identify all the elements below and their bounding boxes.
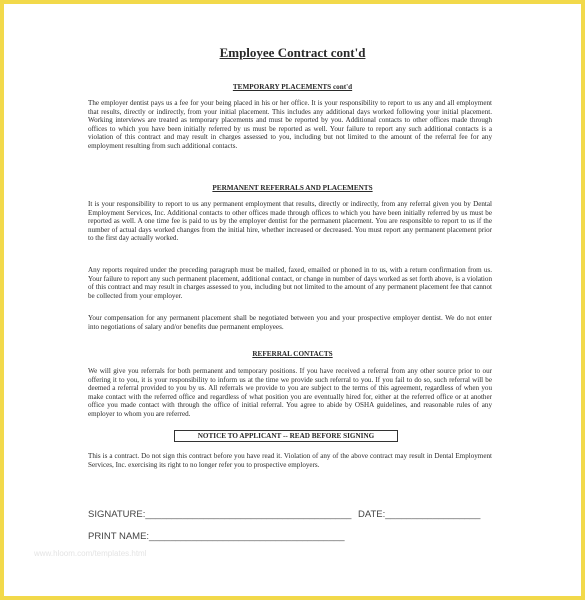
paragraph-temporary: The employer dentist pays us a fee for your being placed in his or her office. It is your responsibility to report to us any and all employment that results, directly or indirectly, from your initial placement. This includes any additional days worked following your initial placement. Working interviews are treated as temporary placements and must be reported by you. Additional contacts to other offices made through offices to which you have been initially referred by us must be reported as well. Your failure to report any such additional contacts is a violation of this contract and may result in charges assessed to you, including but not limited to the amount of the referral fee for any employment resulting from such additional contacts. bbox=[88, 99, 492, 150]
paragraph-permanent-2: Any reports required under the preceding paragraph must be mailed, faxed, emailed or phoned in to us, with a return confirmation from us. Your failure to report any such permanent placement, additional contact, or change in number of days worked as set forth above, is a violation of this contract and may result in charges assessed to you, including but not limited to the amount of any permanent placement fee that cannot be collected from your employer. bbox=[88, 266, 492, 300]
signature-field[interactable]: SIGNATURE:_______________________________________ bbox=[88, 509, 352, 520]
section-heading-permanent: PERMANENT REFERRALS AND PLACEMENTS bbox=[212, 184, 373, 192]
notice-box: NOTICE TO APPLICANT -- READ BEFORE SIGNING bbox=[174, 430, 398, 442]
paragraph-referral: We will give you referrals for both permanent and temporary positions. If you have received a referral from any other source prior to our offering it to you, it is your responsibility to inform us at the time we provide such referral to you. If you fail to do so, such referral will be deemed a referral provided to you by us. All referrals we provide to you are subject to the terms of this agreement, regardless of when you make contact with the referred office and regardless of what position you are eventually hired for, either at the referred office or at another office you made contact with through the office of initial referral. You agree to abide by OSHA guidelines, and reasonable rules of any employer to whom you are referred. bbox=[88, 367, 492, 418]
document-title: Employee Contract cont'd bbox=[219, 45, 366, 60]
watermark: www.hloom.com/templates.html bbox=[34, 549, 147, 558]
section-heading-temporary: TEMPORARY PLACEMENTS cont'd bbox=[232, 83, 353, 91]
date-field[interactable]: DATE:__________________ bbox=[358, 509, 481, 520]
section-heading-referral: REFERRAL CONTACTS bbox=[252, 350, 333, 358]
print-name-field[interactable]: PRINT NAME:_____________________________________ bbox=[88, 531, 345, 542]
paragraph-notice: This is a contract. Do not sign this contract before you have read it. Violation of any of the above contract may result in Dental Employment Services, Inc. exercising its right to no longer refer you to prospective employers. bbox=[88, 452, 492, 469]
paragraph-permanent-3: Your compensation for any permanent placement shall be negotiated between you and your prospective employer dentist. We do not enter into negotiations of salary and/or benefits due permanent employees. bbox=[88, 314, 492, 331]
paragraph-permanent-1: It is your responsibility to report to us any permanent employment that results, directly or indirectly, from any referral given you by Dental Employment Services, Inc. Additional contacts to other offices made through offices to which you have been initially referred by us must be reported as well. A one time fee is paid to us by the employer dentist for the permanent placement. You are responsible to report to us if the number of actual days worked changes from the initial hire, whether increased or decreased. You must report any permanent placement prior to the first day actually worked. bbox=[88, 200, 492, 243]
document-page bbox=[4, 4, 581, 596]
